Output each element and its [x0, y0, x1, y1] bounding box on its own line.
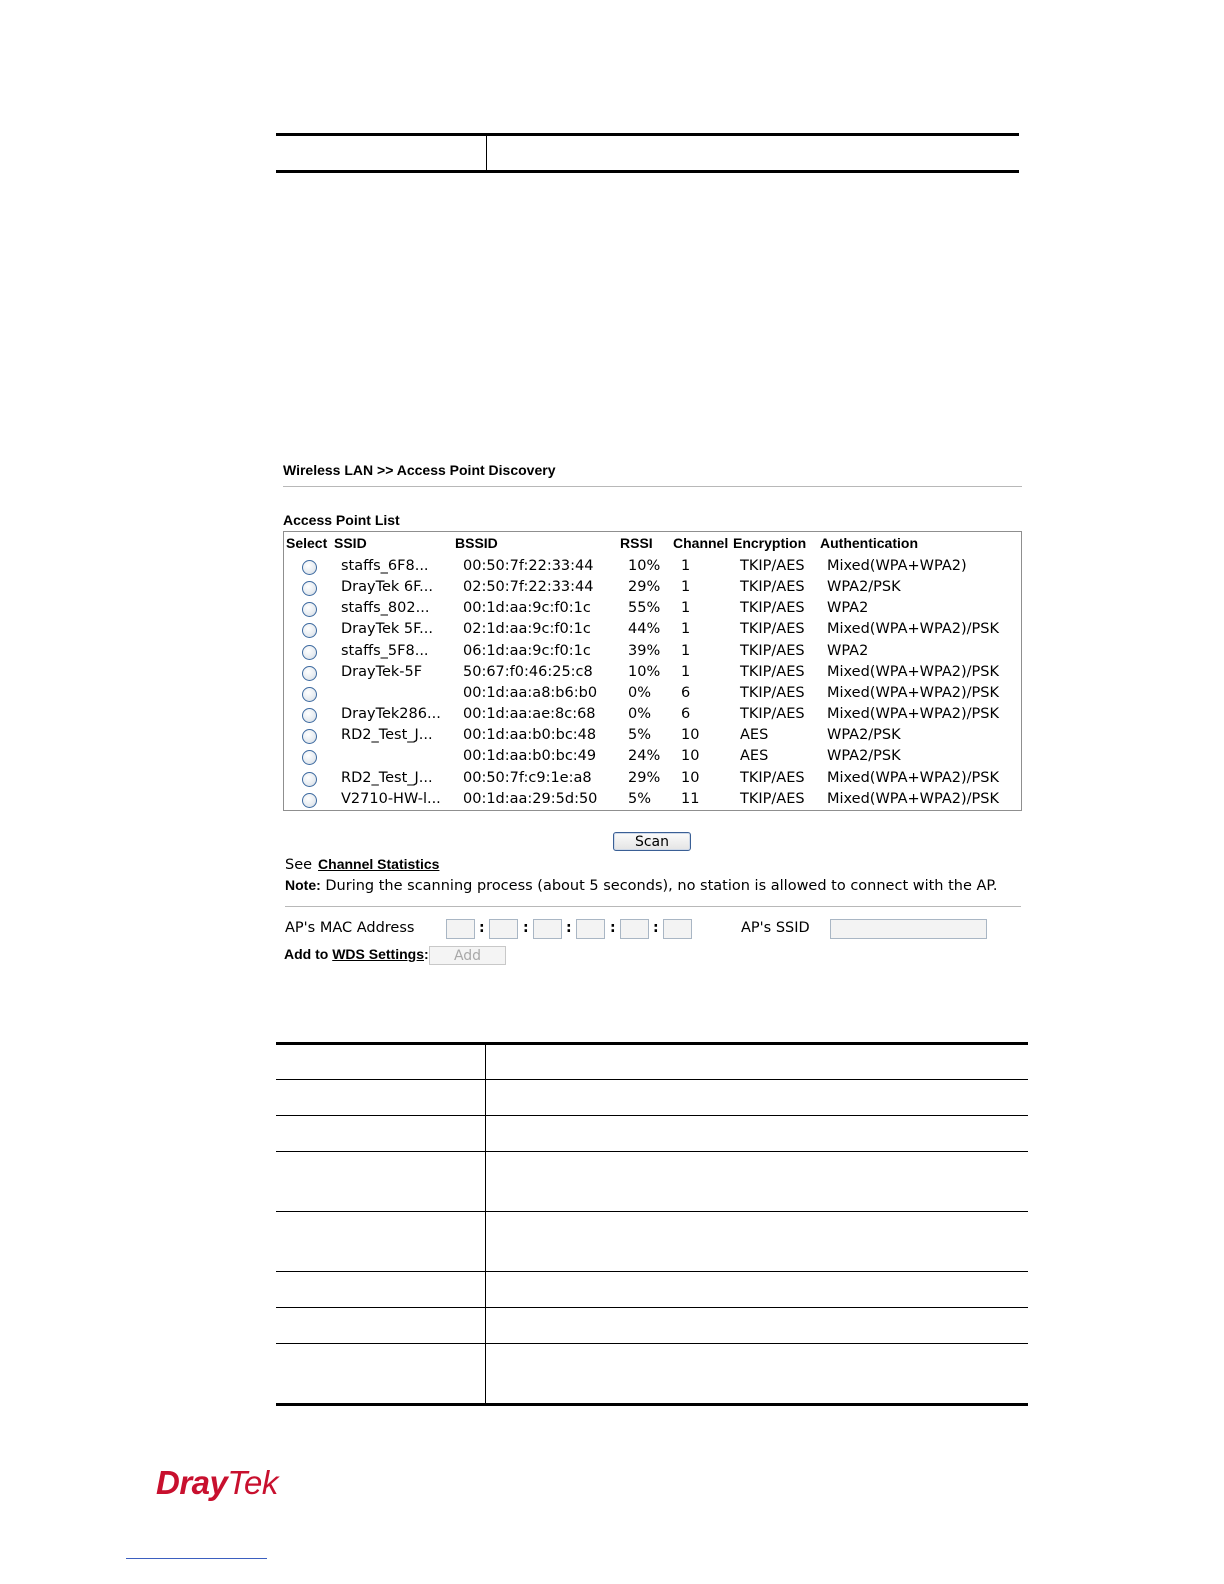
mac-separator: :: [610, 920, 616, 936]
ap-channel-cell: 1: [681, 579, 691, 596]
ap-ssid-cell: DrayTek 5F...: [341, 621, 433, 638]
ap-authentication-cell: Mixed(WPA+WPA2)/PSK: [827, 663, 999, 680]
ap-channel-cell: 1: [681, 600, 691, 617]
add-to-suffix: :: [424, 946, 429, 962]
table-rule: [276, 1307, 1028, 1308]
ap-authentication-cell: Mixed(WPA+WPA2)/PSK: [827, 769, 999, 786]
table-divider: [485, 1042, 486, 1406]
ap-ssid-cell: DrayTek 6F...: [341, 579, 433, 596]
ap-encryption-cell: TKIP/AES: [740, 579, 805, 596]
mac-octet-3-input[interactable]: [533, 919, 562, 939]
ap-mac-address-label: AP's MAC Address: [285, 920, 415, 936]
column-header-channel: Channel: [673, 535, 729, 551]
ap-channel-cell: 11: [681, 790, 700, 807]
bottom-table: [276, 1042, 1028, 1406]
ap-encryption-cell: TKIP/AES: [740, 769, 805, 786]
ap-bssid-cell: 00:1d:aa:b0:bc:49: [463, 748, 597, 765]
ap-select-radio[interactable]: [302, 750, 317, 765]
ap-bssid-cell: 00:1d:aa:a8:b6:b0: [463, 684, 598, 701]
ap-bssid-cell: 00:1d:aa:9c:f0:1c: [463, 600, 591, 617]
ap-channel-cell: 1: [681, 642, 691, 659]
table-rule: [276, 1079, 1028, 1080]
ap-authentication-cell: Mixed(WPA+WPA2)/PSK: [827, 790, 999, 807]
table-rule: [276, 1042, 1028, 1045]
ap-channel-cell: 1: [681, 621, 691, 638]
ap-encryption-cell: TKIP/AES: [740, 684, 805, 701]
ap-bssid-cell: 00:1d:aa:b0:bc:48: [463, 727, 597, 744]
mac-octet-6-input[interactable]: [663, 919, 692, 939]
table-rule: [276, 1115, 1028, 1116]
note-label: Note:: [285, 877, 321, 893]
ap-encryption-cell: TKIP/AES: [740, 706, 805, 723]
ap-rssi-cell: 24%: [628, 748, 661, 765]
table-rule: [276, 1151, 1028, 1152]
table-row: [284, 705, 1020, 726]
table-rule: [276, 1271, 1028, 1272]
ap-authentication-cell: WPA2/PSK: [827, 748, 901, 765]
ap-authentication-cell: Mixed(WPA+WPA2): [827, 558, 967, 574]
draytek-logo: [156, 1464, 278, 1502]
mac-octet-1-input[interactable]: [446, 919, 475, 939]
ap-bssid-cell: 50:67:f0:46:25:c8: [463, 663, 593, 680]
ap-encryption-cell: TKIP/AES: [740, 558, 805, 574]
add-button[interactable]: Add: [429, 946, 506, 965]
page-title: Wireless LAN >> Access Point Discovery: [283, 462, 556, 478]
mac-separator: :: [479, 920, 485, 936]
see-label: See: [285, 857, 313, 873]
ap-ssid-cell: DrayTek286...: [341, 706, 441, 723]
ap-authentication-cell: WPA2/PSK: [827, 579, 901, 596]
table-row: [284, 769, 1020, 790]
ap-authentication-cell: Mixed(WPA+WPA2)/PSK: [827, 684, 999, 701]
ap-authentication-cell: WPA2: [827, 600, 869, 617]
ap-channel-cell: 10: [681, 769, 700, 786]
ap-authentication-cell: WPA2: [827, 642, 869, 659]
footer-divider: [126, 1558, 267, 1559]
ap-encryption-cell: TKIP/AES: [740, 621, 805, 638]
ap-ssid-cell: RD2_Test_J...: [341, 769, 433, 786]
table-rule: [276, 1211, 1028, 1212]
ap-ssid-cell: RD2_Test_J...: [341, 727, 433, 744]
ap-rssi-cell: 55%: [628, 600, 661, 617]
mac-separator: :: [566, 920, 572, 936]
ap-rssi-cell: 5%: [628, 727, 652, 744]
ap-ssid-cell: V2710-HW-l...: [341, 790, 441, 807]
ap-bssid-cell: 06:1d:aa:9c:f0:1c: [463, 642, 591, 659]
ap-ssid-cell: DrayTek-5F: [341, 663, 423, 680]
ap-rssi-cell: 44%: [628, 621, 661, 638]
table-row: [284, 557, 1020, 578]
ap-select-radio[interactable]: [302, 687, 317, 702]
ap-ssid-cell: staffs_5F8...: [341, 642, 429, 659]
ap-encryption-cell: TKIP/AES: [740, 642, 805, 659]
column-header-authentication: Authentication: [820, 535, 918, 551]
ap-channel-cell: 10: [681, 727, 700, 744]
note-line: [285, 877, 998, 894]
ap-select-radio[interactable]: [302, 602, 317, 617]
ap-rssi-cell: 29%: [628, 579, 661, 596]
top-table: [276, 133, 1019, 173]
table-row: [284, 599, 1020, 620]
ap-rssi-cell: 10%: [628, 663, 661, 680]
wds-settings-link[interactable]: WDS Settings: [332, 946, 424, 962]
column-header-select: Select: [286, 535, 328, 551]
ap-channel-cell: 6: [681, 706, 691, 723]
mac-octet-2-input[interactable]: [489, 919, 518, 939]
ap-bssid-cell: 00:50:7f:22:33:44: [463, 558, 594, 574]
ap-select-radio[interactable]: [302, 623, 317, 638]
add-to-prefix: Add to: [284, 946, 333, 962]
table-row: [284, 663, 1020, 684]
logo-dray: Dray: [156, 1464, 228, 1501]
see-line: [285, 856, 439, 873]
mac-octet-4-input[interactable]: [576, 919, 605, 939]
ap-encryption-cell: AES: [740, 748, 769, 765]
ap-rssi-cell: 39%: [628, 642, 661, 659]
table-row: [284, 620, 1020, 641]
ap-select-radio[interactable]: [302, 666, 317, 681]
ap-select-radio[interactable]: [302, 793, 317, 808]
table-row: [284, 578, 1020, 599]
column-header-encryption: Encryption: [733, 535, 807, 551]
ap-ssid-input[interactable]: [830, 919, 987, 939]
mac-octet-5-input[interactable]: [620, 919, 649, 939]
channel-statistics-link[interactable]: Channel Statistics: [318, 856, 440, 872]
ap-ssid-label: AP's SSID: [741, 920, 810, 936]
ap-channel-cell: 1: [681, 558, 691, 574]
table-row: [284, 726, 1020, 747]
mac-separator: :: [523, 920, 529, 936]
ap-select-radio[interactable]: [302, 772, 317, 787]
ap-bssid-cell: 02:1d:aa:9c:f0:1c: [463, 621, 591, 638]
add-to-wds-label: [284, 946, 429, 962]
ap-channel-cell: 10: [681, 748, 700, 765]
ap-rssi-cell: 29%: [628, 769, 661, 786]
ap-encryption-cell: TKIP/AES: [740, 790, 805, 807]
ap-ssid-cell: staffs_802...: [341, 600, 430, 617]
ap-rssi-cell: 0%: [628, 706, 652, 723]
ap-rssi-cell: 10%: [628, 558, 661, 574]
column-header-bssid: BSSID: [455, 535, 498, 551]
scan-button[interactable]: Scan: [613, 832, 691, 851]
table-row: [284, 642, 1020, 663]
table-row: [284, 747, 1020, 768]
ap-rssi-cell: 0%: [628, 684, 652, 701]
ap-bssid-cell: 00:50:7f:c9:1e:a8: [463, 769, 592, 786]
ap-ssid-cell: staffs_6F8...: [341, 558, 429, 574]
column-header-rssi: RSSI: [620, 535, 653, 551]
access-point-list-title: Access Point List: [283, 512, 400, 528]
ap-channel-cell: 1: [681, 663, 691, 680]
table-divider: [486, 136, 487, 170]
column-header-ssid: SSID: [334, 535, 367, 551]
ap-encryption-cell: TKIP/AES: [740, 600, 805, 617]
table-rule: [276, 1403, 1028, 1406]
ap-authentication-cell: Mixed(WPA+WPA2)/PSK: [827, 621, 999, 638]
ap-bssid-cell: 02:50:7f:22:33:44: [463, 579, 594, 596]
ap-select-radio[interactable]: [302, 729, 317, 744]
ap-authentication-cell: WPA2/PSK: [827, 727, 901, 744]
table-rule: [276, 1343, 1028, 1344]
ap-rssi-cell: 5%: [628, 790, 652, 807]
ap-bssid-cell: 00:1d:aa:ae:8c:68: [463, 706, 596, 723]
note-text: During the scanning process (about 5 seconds), no station is allowed to connect with the AP.: [320, 878, 998, 894]
ap-bssid-cell: 00:1d:aa:29:5d:50: [463, 790, 598, 807]
ap-channel-cell: 6: [681, 684, 691, 701]
logo-tek: Tek: [227, 1464, 278, 1501]
ap-encryption-cell: TKIP/AES: [740, 663, 805, 680]
ap-authentication-cell: Mixed(WPA+WPA2)/PSK: [827, 706, 999, 723]
mac-separator: :: [653, 920, 659, 936]
ap-select-radio[interactable]: [302, 581, 317, 596]
ap-encryption-cell: AES: [740, 727, 769, 744]
section-divider: [285, 906, 1021, 907]
ap-select-radio[interactable]: [302, 645, 317, 660]
ap-select-radio[interactable]: [302, 560, 317, 575]
table-row: [284, 790, 1020, 811]
title-divider: [283, 486, 1022, 487]
table-row: [284, 684, 1020, 705]
ap-select-radio[interactable]: [302, 708, 317, 723]
